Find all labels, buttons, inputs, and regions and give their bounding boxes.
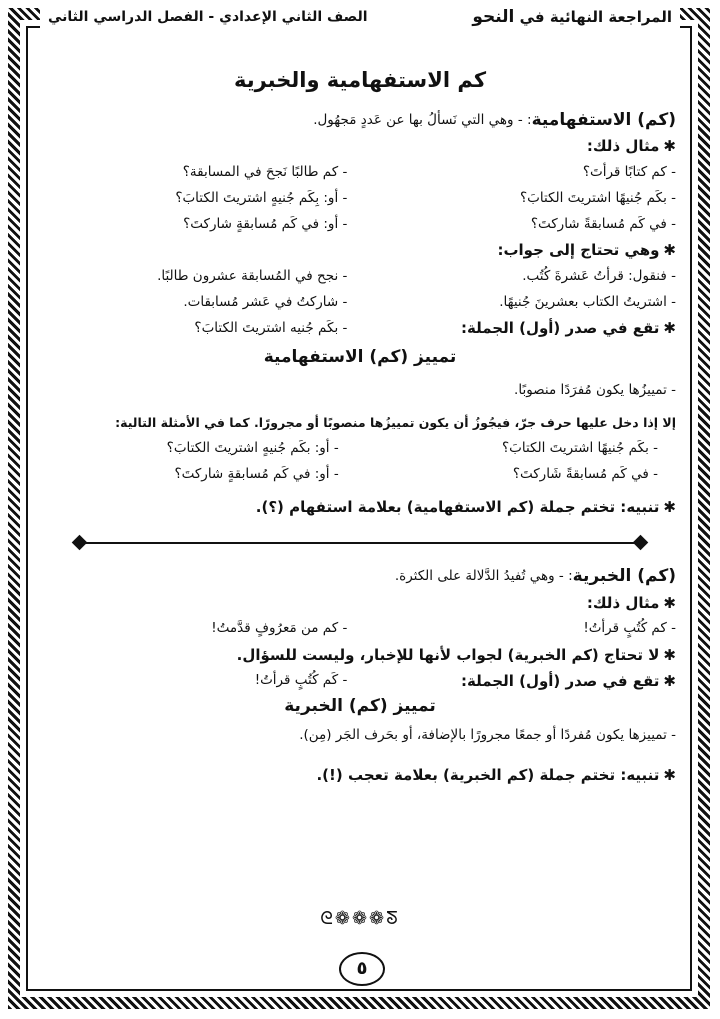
- exception-text: إلا إذا دخل عليها حرف جرّ، فيجُوزُ أن يكون تمييزُها منصوبًا أو مجرورًا. كما في الأمثلة التالية:: [115, 415, 676, 431]
- star-bullet-icon: ✱: [663, 497, 676, 516]
- answer-heading: ✱ وهي تحتاج إلى جواب:: [497, 241, 676, 260]
- page-title: كم الاستفهامية والخبرية: [233, 68, 487, 92]
- star-bullet-icon: ✱: [663, 319, 676, 338]
- example-row: - كم كتابًا قرأتَ؟ - كم طالبًا نَجحَ في المسابقة؟: [182, 164, 676, 181]
- exception-example-row: - بكَم جُنيهًا اشتريتَ الكتابَ؟ - أو: بكَم جُنيهٍ اشتريتَ الكتابَ؟: [166, 440, 658, 457]
- example-row: - في كَم مُسابقةً شاركتَ؟ - أو: في كَم مُسابقةٍ شاركتَ؟: [183, 216, 676, 233]
- star-bullet-icon: ✱: [663, 671, 676, 690]
- predicative-note: ✱ تنبيه : تختم جملة (كم الخبرية) بعلامة تعجب (!).: [316, 765, 676, 784]
- exception-example-row: - في كَم مُسابقةً شَاركتَ؟ - أو: في كَم مُسابقةٍ شاركتَ؟: [174, 466, 658, 483]
- header-subject: النحو: [472, 7, 515, 27]
- star-bullet-icon: ✱: [663, 765, 676, 784]
- position-row: ✱تقع في صدر (أول) الجملة: - كَم كُتُبٍ قرأتُ!: [254, 671, 676, 690]
- interrogative-tamyeez-title: تمييز (كم) الاستفهامية: [263, 347, 457, 368]
- predicative-definition: (كم) الخبرية : - وهي تُفيدُ الدَّلالة على الكثرة.: [394, 566, 676, 587]
- page-content: [44, 64, 676, 788]
- star-bullet-icon: ✱: [663, 137, 676, 156]
- flower-ornament-icon: ᘓ❁❁❁ᘕ: [320, 908, 400, 929]
- star-bullet-icon: ✱: [663, 241, 676, 260]
- star-bullet-icon: ✱: [663, 645, 676, 664]
- position-row: ✱تقع في صدر (أول) الجملة: - بكَم جُنيه اشتريتَ الكتابَ؟: [194, 319, 676, 338]
- example-row: - كم كُتُبٍ قرأتُ! - كم من مَعرُوفٍ قدَّمتُ!: [211, 620, 676, 637]
- answer-row: - فنقول: قرأتُ عَشرةَ كُتُب. - نجح في المُسابقة عشرون طالبًا.: [157, 268, 676, 285]
- predicative-tamyeez-title: تمييز (كم) الخبرية: [284, 695, 436, 716]
- page-header: [40, 4, 680, 30]
- interrogative-definition: (كم) الاستفهامية : - وهي التي نَسألُ بها عن عَددٍ مَجهُول.: [313, 109, 676, 130]
- header-series-title: المراجعة النهائية في النحو: [472, 7, 672, 27]
- predicative-no-answer: ✱ لا تحتاج (كم الخبرية) لجواب لأنها للإخبار، وليست للسؤال.: [236, 645, 676, 664]
- interrogative-tamyeez-text: - تمييزُها يكون مُفرَدًا منصوبًا.: [514, 382, 676, 399]
- star-bullet-icon: ✱: [663, 593, 676, 612]
- diamond-icon: [72, 534, 88, 550]
- header-grade: الصف الثاني الإعدادي - الفصل الدراسي الثاني: [48, 9, 368, 25]
- interrogative-note: ✱ تنبيه : تختم جملة (كم الاستفهامية) بعلامة استفهام (؟).: [255, 497, 676, 516]
- answer-row: - اشتريتُ الكتاب بعشرينَ جُنيهًا. - شاركتُ في عَشر مُسابقات.: [183, 294, 676, 311]
- example-row: - بكَم جُنيهًا اشتريتَ الكتابَ؟ - أو: بِكَم جُنيهٍ اشتريتَ الكتابَ؟: [175, 190, 676, 207]
- section-divider: [74, 532, 646, 554]
- interrogative-examples-heading: ✱ مثال ذلك:: [586, 137, 676, 156]
- predicative-examples-heading: ✱ مثال ذلك:: [586, 593, 676, 612]
- page-number: ٥: [339, 952, 385, 986]
- predicative-tamyeez-text: - تمييزها يكون مُفردًا أو جمعًا مجرورًا بالإضافة، أو بحَرف الجَر (مِن).: [299, 726, 676, 743]
